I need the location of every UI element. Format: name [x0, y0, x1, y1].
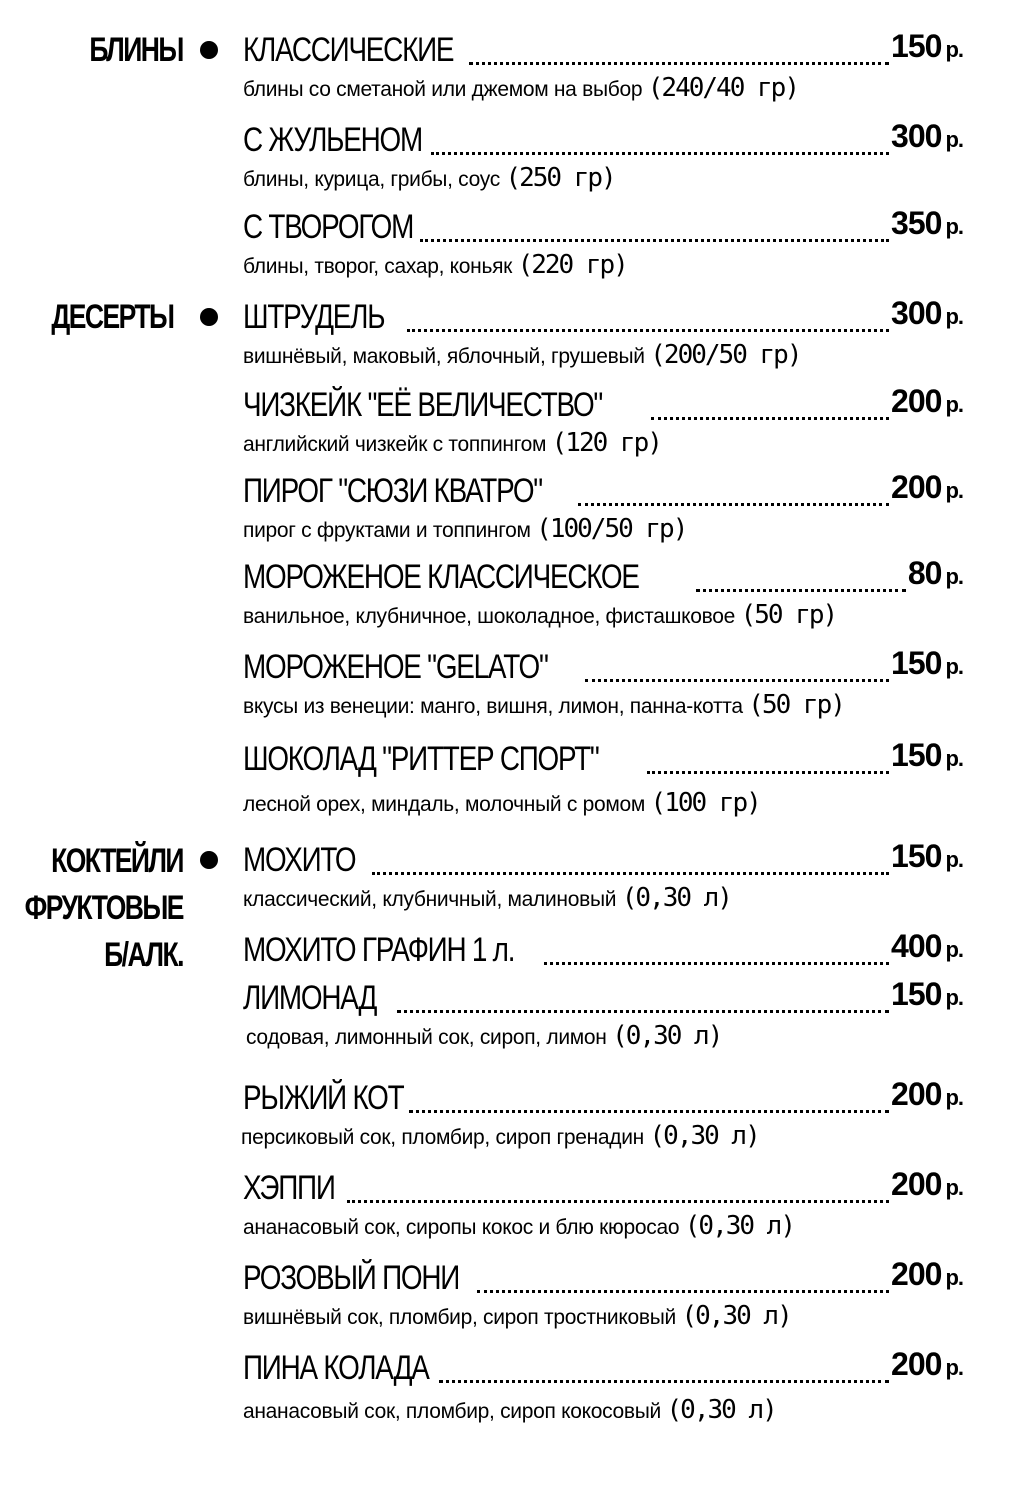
item-description: блины, творог, сахар, коньяк (220 гр)	[243, 250, 627, 280]
item-price: 150 р.	[891, 838, 963, 874]
item-name: МОХИТО	[243, 841, 356, 879]
item-price: 300 р.	[891, 118, 963, 154]
dot-leader	[477, 1290, 890, 1293]
item-description: лесной орех, миндаль, молочный с ромом (100 гр)	[243, 788, 760, 818]
menu-item	[243, 469, 963, 547]
dot-leader	[431, 152, 889, 155]
dot-leader	[347, 1200, 889, 1203]
item-name: РОЗОВЫЙ ПОНИ	[243, 1259, 460, 1297]
menu-item	[243, 1256, 963, 1334]
item-name: ЧИЗКЕЙК "ЕЁ ВЕЛИЧЕСТВО"	[243, 386, 603, 424]
item-description: вишнёвый сок, пломбир, сироп тростниковый (0,30 л)	[243, 1301, 791, 1331]
section-title: БЛИНЫ	[89, 31, 183, 69]
item-description: вишнёвый, маковый, яблочный, грушевый (200/50 гр)	[243, 340, 801, 370]
item-name: С ЖУЛЬЕНОМ	[243, 121, 422, 159]
item-description: классический, клубничный, малиновый (0,30 л)	[243, 883, 731, 913]
item-description: ванильное, клубничное, шоколадное, фисташковое (50 гр)	[243, 600, 837, 630]
item-name: ПИНА КОЛАДА	[243, 1349, 429, 1387]
item-description: блины со сметаной или джемом на выбор (240/40 гр)	[243, 73, 798, 103]
item-name: ШТРУДЕЛЬ	[243, 298, 385, 336]
item-name: КЛАССИЧЕСКИЕ	[243, 31, 454, 69]
section-title	[25, 838, 183, 979]
dot-leader	[651, 417, 889, 420]
item-price: 200 р.	[891, 1076, 963, 1112]
item-description: вкусы из венеции: манго, вишня, лимон, панна-котта (50 гр)	[243, 690, 844, 720]
item-description: ананасовый сок, сиропы кокос и блю кюросао (0,30 л)	[243, 1211, 794, 1241]
bullet-icon	[200, 308, 218, 326]
item-name: ПИРОГ "СЮЗИ КВАТРО"	[243, 472, 542, 510]
menu-item	[243, 555, 963, 633]
dot-leader	[544, 962, 889, 965]
dot-leader	[696, 589, 906, 592]
item-price: 400 р.	[891, 928, 963, 964]
item-name: МОРОЖЕНОЕ "GELATO"	[243, 648, 548, 686]
section-title: ДЕСЕРТЫ	[50, 298, 173, 336]
item-name: РЫЖИЙ КОТ	[243, 1079, 404, 1117]
item-price: 150 р.	[891, 737, 963, 773]
menu-item	[243, 1346, 963, 1428]
bullet-icon	[200, 41, 218, 59]
dot-leader	[439, 1380, 889, 1383]
menu-item	[243, 118, 963, 196]
item-description: персиковый сок, пломбир, сироп гренадин (0,30 л)	[241, 1121, 759, 1151]
item-description: блины, курица, грибы, соус (250 гр)	[243, 163, 615, 193]
item-name: ШОКОЛАД "РИТТЕР СПОРТ"	[243, 740, 599, 778]
item-name: ХЭППИ	[243, 1169, 335, 1207]
menu-item	[243, 838, 963, 916]
menu-item	[243, 737, 963, 821]
bullet-icon	[200, 851, 218, 869]
item-price: 80 р.	[907, 555, 963, 591]
item-price: 150 р.	[891, 28, 963, 64]
menu-item	[243, 1076, 963, 1154]
item-name: МОРОЖЕНОЕ КЛАССИЧЕСКОЕ	[243, 558, 639, 596]
menu-item	[243, 1166, 963, 1244]
menu-item	[243, 205, 963, 283]
dot-leader	[578, 503, 889, 506]
item-name: С ТВОРОГОМ	[243, 208, 414, 246]
item-name: МОХИТО ГРАФИН 1 л.	[243, 931, 515, 969]
dot-leader	[372, 872, 889, 875]
item-price: 150 р.	[891, 976, 963, 1012]
item-name: ЛИМОНАД	[243, 979, 377, 1017]
section-title-line: ФРУКТОВЫЕ	[24, 889, 183, 927]
menu-item	[243, 28, 963, 106]
dot-leader	[420, 239, 889, 242]
item-description: ананасовый сок, пломбир, сироп кокосовый (0,30 л)	[243, 1395, 776, 1425]
dot-leader	[407, 329, 889, 332]
dot-leader	[397, 1010, 889, 1013]
section-title-line: КОКТЕЙЛИ	[51, 842, 183, 880]
menu-item	[243, 383, 963, 461]
item-price: 350 р.	[891, 205, 963, 241]
item-description: английский чизкейк с топпингом (120 гр)	[243, 428, 661, 458]
item-price: 300 р.	[891, 295, 963, 331]
item-description: пирог с фруктами и топпингом (100/50 гр)	[243, 514, 687, 544]
menu-item	[243, 645, 963, 723]
item-price: 200 р.	[891, 1166, 963, 1202]
item-price: 200 р.	[891, 469, 963, 505]
item-description: содовая, лимонный сок, сироп, лимон (0,30 л)	[246, 1021, 722, 1051]
section-title-line: Б/АЛК.	[104, 936, 183, 974]
item-price: 200 р.	[891, 383, 963, 419]
menu-item	[243, 295, 963, 373]
item-price: 200 р.	[891, 1256, 963, 1292]
menu-item	[243, 976, 963, 1054]
dot-leader	[585, 679, 890, 682]
dot-leader	[409, 1110, 889, 1113]
item-price: 150 р.	[891, 645, 963, 681]
menu-item	[243, 928, 963, 972]
dot-leader	[647, 771, 889, 774]
item-price: 200 р.	[891, 1346, 963, 1382]
dot-leader	[469, 62, 889, 65]
